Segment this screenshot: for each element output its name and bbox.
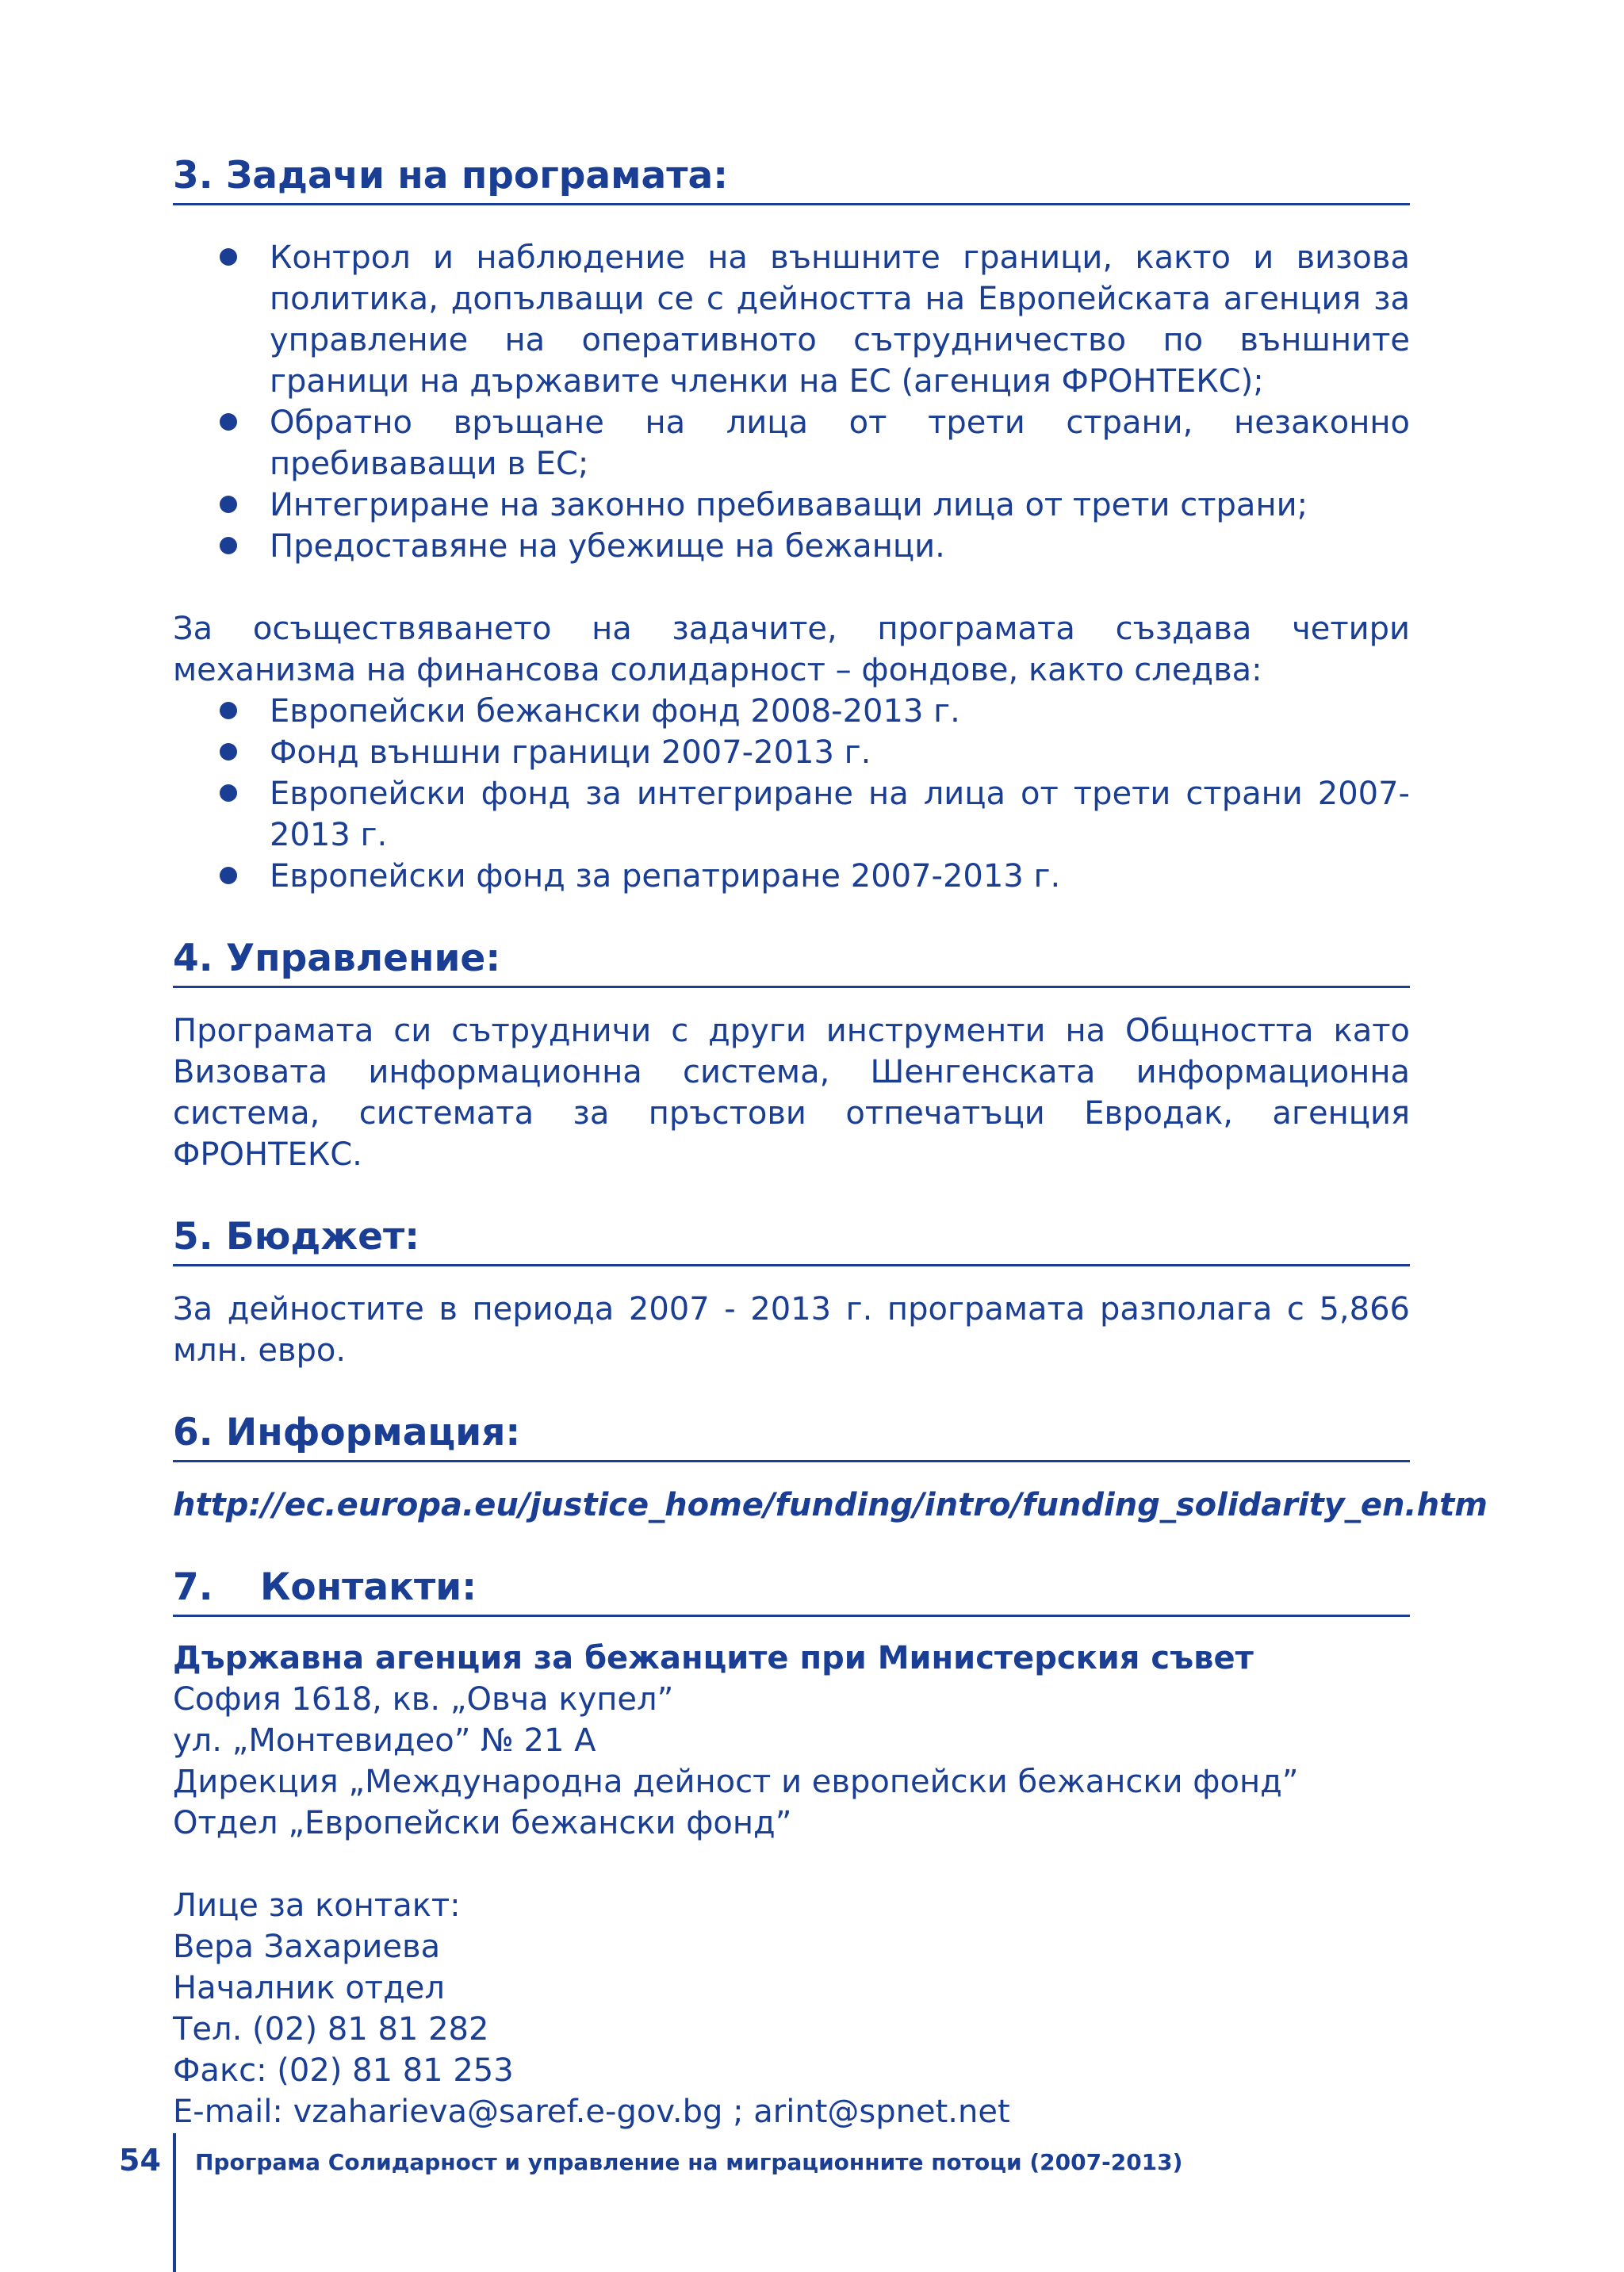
list-item: Фонд външни граници 2007-2013 г. (270, 732, 1410, 773)
address-line: Дирекция „Международна дейност и европейски бежански фонд” (173, 1764, 1299, 1800)
funds-list (173, 691, 1410, 897)
contact-line: Лице за контакт: (173, 1887, 461, 1924)
section-7-title (173, 1564, 1410, 1617)
section-7-label: Контакти: (260, 1565, 477, 1609)
address-line: ул. „Монтевидео” № 21 А (173, 1722, 596, 1759)
list-item: Интегриране на законно пребиваващи лица от трети страни; (270, 485, 1410, 526)
list-item: Европейски фонд за репатриране 2007-2013 г. (270, 856, 1410, 897)
list-item: Европейски бежански фонд 2008-2013 г. (270, 691, 1410, 732)
management-text: Програмата си сътрудничи с други инструменти на Общността като Визовата информационна система, Шенгенската информационна система, системата за пръстови отпечатъци Евродак, агенция ФРОНТЕКС. (173, 1013, 1410, 1173)
info-link[interactable]: http://ec.europa.eu/justice_home/funding/intro/funding_solidarity_en.htm (173, 1487, 1488, 1523)
contact-line: Началник отдел (173, 1970, 445, 2006)
budget-text: За дейностите в периода 2007 - 2013 г. програмата разполага с 5,866 млн. евро. (173, 1291, 1410, 1369)
contact-line: Вера Захариева (173, 1929, 441, 1965)
section-5-title: 5. Бюджет: (173, 1213, 1410, 1266)
address-line: София 1618, кв. „Овча купел” (173, 1681, 674, 1718)
section-6-title: 6. Информация: (173, 1409, 1410, 1462)
email-line: E-mail: vzaharieva@saref.e-gov.bg ; arint@spnet.net (173, 2094, 1010, 2130)
list-item: Европейски фонд за интегриране на лица от трети страни 2007-2013 г. (270, 773, 1410, 856)
list-item: Предоставяне на убежище на бежанци. (270, 526, 1410, 567)
page-content (173, 152, 1488, 2132)
list-item: Обратно връщане на лица от трети страни, незаконно пребиваващи в ЕС; (270, 402, 1410, 485)
page-number: 54 (119, 2143, 161, 2178)
footer-divider (173, 2133, 176, 2272)
list-item: Контрол и наблюдение на външните граници, както и визова политика, допълващи се с дейността на Европейската агенция за управление на оперативното сътрудничество по външните граници на държавите членки на ЕС (агенция ФРОНТЕКС); (270, 237, 1410, 402)
section-7-number: 7. (173, 1565, 213, 1609)
mechanisms-intro: За осъществяването на задачите, програмата създава четири механизма на финансова солидарност – фондове, както следва: (173, 611, 1410, 688)
section-3-title: 3. Задачи на програмата: (173, 152, 1410, 205)
agency-name: Държавна агенция за бежанците при Министерския съвет (173, 1640, 1254, 1676)
contact-line: Факс: (02) 81 81 253 (173, 2052, 514, 2089)
footer-title: Програма Солидарност и управление на миграционните потоци (2007-2013) (195, 2149, 1183, 2175)
tasks-list (173, 237, 1410, 567)
address-line: Отдел „Европейски бежански фонд” (173, 1805, 792, 1841)
contact-line: Тел. (02) 81 81 282 (173, 2011, 489, 2048)
section-4-title: 4. Управление: (173, 935, 1410, 988)
